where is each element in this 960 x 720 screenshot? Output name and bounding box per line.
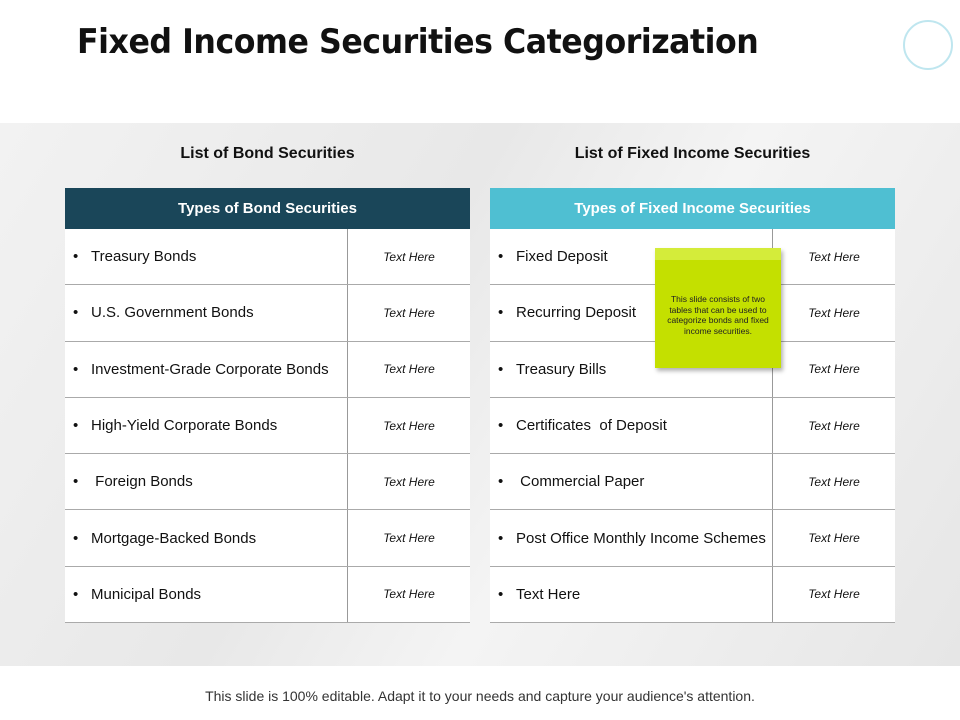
item-label: Treasury Bonds — [91, 248, 197, 266]
sticky-note: This slide consists of two tables that can be used to categorize bonds and fixed income securities. — [655, 248, 781, 368]
item-cell — [65, 398, 348, 453]
item-cell — [490, 454, 773, 509]
item-label: Text Here — [516, 585, 581, 603]
item-cell — [490, 510, 773, 565]
table-row — [490, 567, 895, 623]
value-cell: Text Here — [383, 418, 435, 433]
item-label: Commercial Paper — [516, 473, 645, 491]
bullet-icon: • — [498, 417, 504, 435]
item-cell — [65, 229, 348, 284]
right-heading: List of Fixed Income Securities — [574, 145, 811, 162]
value-cell: Text Here — [808, 418, 860, 433]
value-cell: Text Here — [383, 531, 435, 546]
table-row — [490, 510, 895, 566]
value-cell: Text Here — [383, 305, 435, 320]
value-cell: Text Here — [808, 305, 860, 320]
table-row — [65, 567, 470, 623]
bullet-icon: • — [498, 529, 504, 547]
table-row — [65, 342, 470, 398]
table-row — [490, 398, 895, 454]
item-label: Fixed Deposit — [516, 248, 608, 266]
item-cell — [65, 454, 348, 509]
value-cell: Text Here — [383, 249, 435, 264]
table-header: Types of Fixed Income Securities — [490, 188, 895, 229]
bullet-icon: • — [498, 360, 504, 378]
bullet-icon: • — [73, 360, 79, 378]
circle-decoration — [903, 20, 953, 70]
table-row — [65, 454, 470, 510]
item-label: Treasury Bills — [516, 360, 607, 378]
value-cell: Text Here — [808, 474, 860, 489]
item-label: Recurring Deposit — [516, 304, 637, 322]
item-label: Municipal Bonds — [91, 585, 202, 603]
bullet-icon: • — [498, 473, 504, 491]
bullet-icon: • — [498, 585, 504, 603]
page-title: Fixed Income Securities Categorization — [77, 22, 759, 62]
item-label: High-Yield Corporate Bonds — [91, 417, 278, 435]
item-cell — [65, 342, 348, 397]
table-row — [65, 510, 470, 566]
table-row — [65, 229, 470, 285]
table-row — [490, 454, 895, 510]
item-cell — [65, 285, 348, 340]
item-label: Mortgage-Backed Bonds — [91, 529, 257, 547]
footer-text: This slide is 100% editable. Adapt it to your needs and capture your audience's attention. — [205, 688, 755, 704]
bullet-icon: • — [73, 585, 79, 603]
bullet-icon: • — [73, 529, 79, 547]
item-cell — [490, 398, 773, 453]
item-label: Foreign Bonds — [91, 473, 193, 491]
value-cell: Text Here — [808, 587, 860, 602]
bullet-icon: • — [73, 473, 79, 491]
item-label: Investment-Grade Corporate Bonds — [91, 360, 329, 378]
table-header: Types of Bond Securities — [65, 188, 470, 229]
value-cell: Text Here — [383, 362, 435, 377]
bond-table — [65, 188, 470, 623]
item-cell — [65, 567, 348, 622]
left-heading: List of Bond Securities — [180, 145, 355, 162]
bullet-icon: • — [73, 248, 79, 266]
item-label: Certificates of Deposit — [516, 417, 667, 435]
bullet-icon: • — [73, 417, 79, 435]
table-row — [65, 398, 470, 454]
bullet-icon: • — [498, 304, 504, 322]
value-cell: Text Here — [383, 474, 435, 489]
value-cell: Text Here — [383, 587, 435, 602]
item-cell — [65, 510, 348, 565]
item-cell — [490, 567, 773, 622]
item-label: Post Office Monthly Income Schemes — [516, 529, 766, 547]
value-cell: Text Here — [808, 362, 860, 377]
value-cell: Text Here — [808, 249, 860, 264]
bullet-icon: • — [498, 248, 504, 266]
item-label: U.S. Government Bonds — [91, 304, 254, 322]
value-cell: Text Here — [808, 531, 860, 546]
table-row — [65, 285, 470, 341]
bullet-icon: • — [73, 304, 79, 322]
